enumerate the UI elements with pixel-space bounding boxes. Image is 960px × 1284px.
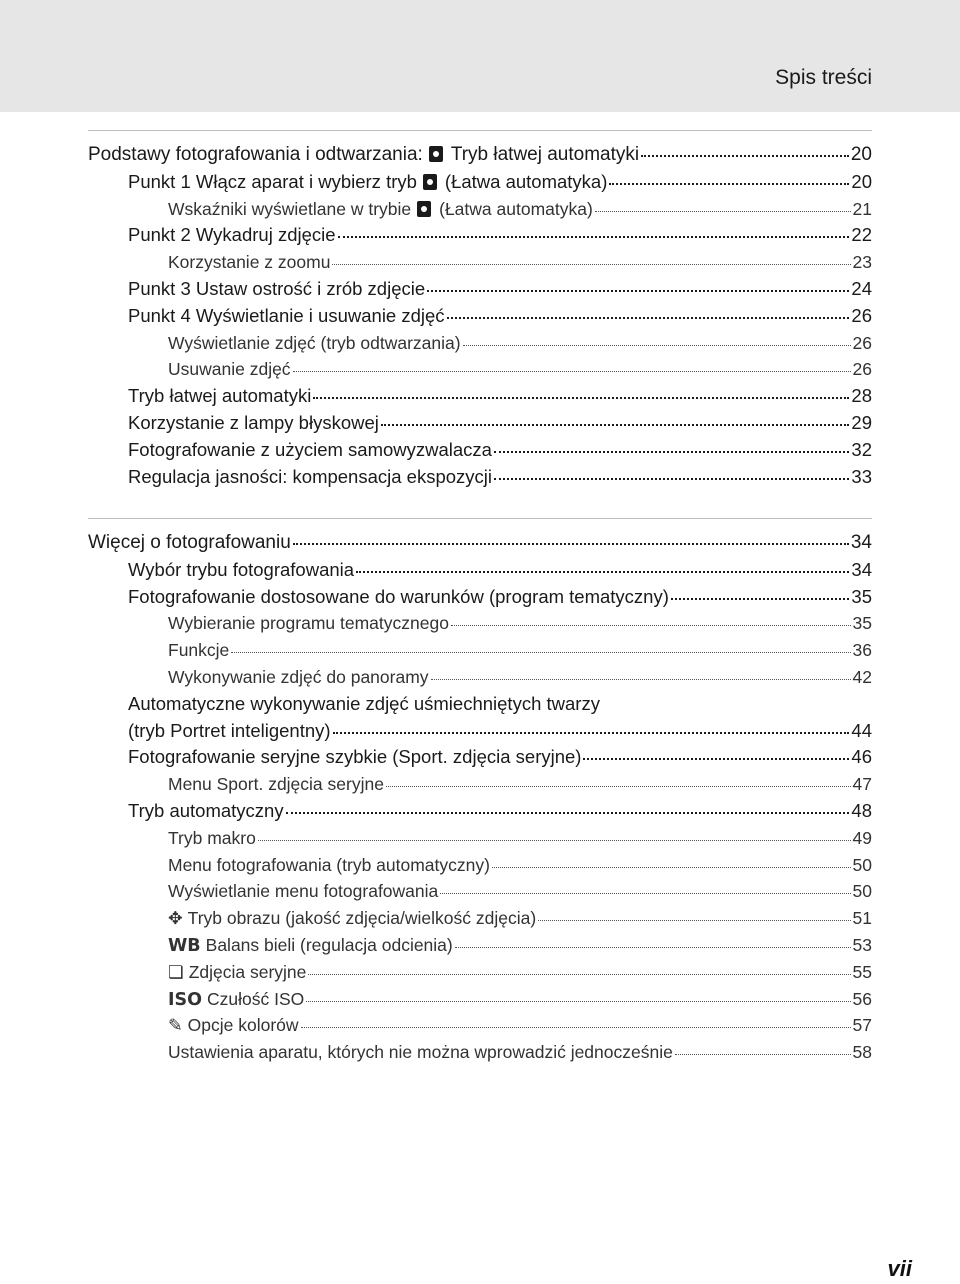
- toc-entry[interactable]: [88, 905, 872, 932]
- toc-entry[interactable]: [88, 1012, 872, 1039]
- toc-entry-page: 58: [852, 1042, 872, 1063]
- toc-entry-page: 26: [852, 332, 872, 353]
- color-options-icon: ✎: [168, 1016, 183, 1037]
- toc-entry[interactable]: [88, 771, 872, 798]
- dot-leader: [431, 679, 851, 680]
- image-mode-icon: ✥: [168, 909, 183, 930]
- toc-entry-label: Wyświetlanie zdjęć (tryb odtwarzania): [168, 332, 461, 353]
- dot-leader: [675, 1054, 851, 1055]
- toc-entry-label-group: [168, 905, 536, 933]
- toc-entry[interactable]: [88, 464, 872, 491]
- dot-leader: [671, 598, 850, 600]
- toc-entry-page: 36: [852, 640, 872, 661]
- toc-entry[interactable]: [88, 664, 872, 691]
- toc-entry[interactable]: [88, 744, 872, 771]
- toc-entry-page: 23: [852, 252, 872, 273]
- white-balance-icon: WB: [168, 935, 201, 956]
- toc-entry-page: 47: [852, 774, 872, 795]
- toc-entry[interactable]: [88, 718, 872, 745]
- toc-entry-label: Fotografowanie z użyciem samowyzwalacza: [128, 438, 492, 460]
- toc-entry-label: Menu Sport. zdjęcia seryjne: [168, 774, 384, 795]
- dot-leader: [313, 397, 849, 399]
- toc-entry-label-group: [168, 637, 229, 664]
- toc-entry-label: Zdjęcia seryjne: [188, 961, 307, 982]
- dot-leader: [451, 625, 851, 626]
- continuous-icon: ❏: [168, 962, 184, 983]
- toc-entry-page: 50: [852, 854, 872, 875]
- toc-entry-label-group: [168, 664, 429, 691]
- toc-entry-label-group: [128, 718, 331, 745]
- toc-entry-page: 50: [852, 881, 872, 902]
- toc-entry-page: 53: [852, 934, 872, 955]
- toc-entry-label-group: [128, 410, 379, 437]
- toc-entry-page: 46: [851, 746, 872, 768]
- toc-entry[interactable]: [88, 557, 872, 584]
- toc-entry-label-group: [128, 744, 581, 771]
- toc-entry-label: (Łatwa automatyka): [444, 170, 608, 192]
- dot-leader: [583, 758, 849, 760]
- toc-entry-label: (Łatwa automatyka): [439, 198, 593, 219]
- toc-entry-label: Menu fotografowania (tryb automatyczny): [168, 854, 490, 875]
- toc-entry[interactable]: [88, 356, 872, 383]
- toc-entry-label-group: [128, 557, 354, 584]
- dot-leader: [258, 840, 851, 841]
- toc-section-more-shooting: [88, 530, 872, 1066]
- toc-entry-label: Punkt 3 Ustaw ostrość i zrób zdjęcie: [128, 277, 426, 299]
- toc-entry-label: Więcej o fotografowaniu: [88, 532, 291, 553]
- toc-entry[interactable]: [88, 798, 872, 825]
- toc-entry-page: 33: [851, 465, 872, 487]
- toc-entry[interactable]: [88, 303, 872, 330]
- dot-leader: [538, 920, 850, 921]
- toc-entry[interactable]: [88, 959, 872, 986]
- toc-entry-label: Opcje kolorów: [187, 1015, 299, 1036]
- toc-entry[interactable]: [88, 196, 872, 223]
- easy-auto-icon: [423, 174, 437, 190]
- toc-entry-page: 28: [851, 385, 872, 407]
- toc-entry[interactable]: [88, 584, 872, 611]
- toc-entry-label: Automatyczne wykonywanie zdjęć uśmiechniętych twarzy: [128, 692, 600, 714]
- toc-entry-page: 34: [851, 558, 872, 580]
- toc-entry-page: 48: [851, 799, 872, 821]
- toc-entry-page: 35: [852, 613, 872, 634]
- toc-entry[interactable]: [88, 249, 872, 276]
- dot-leader: [463, 345, 851, 346]
- toc-entry-label: Korzystanie z lampy błyskowej: [128, 411, 379, 433]
- dot-leader: [447, 317, 850, 319]
- toc-entry-page: 56: [852, 988, 872, 1009]
- toc-section-basics: [88, 142, 872, 490]
- dot-leader: [231, 652, 850, 653]
- section-divider-2: [88, 518, 872, 519]
- toc-entry-label: Regulacja jasności: kompensacja ekspozycji: [128, 465, 493, 487]
- dot-leader: [609, 183, 849, 185]
- dot-leader: [492, 867, 851, 868]
- dot-leader: [332, 264, 850, 265]
- toc-entry-page: 34: [850, 532, 872, 553]
- toc-entry-page: 20: [850, 144, 872, 165]
- toc-entry-page: 51: [852, 908, 872, 929]
- toc-entry-label: Tryb łatwej automatyki: [450, 144, 640, 165]
- toc-entry-label-group: [168, 356, 291, 383]
- toc-entry[interactable]: [88, 330, 872, 357]
- toc-entry-label: Fotografowanie dostosowane do warunków (program tematyczny): [128, 585, 669, 607]
- dot-leader: [595, 211, 851, 212]
- toc-entry-label-group: [128, 276, 425, 303]
- dot-leader: [641, 155, 849, 157]
- toc-entry-label-group: [168, 932, 453, 960]
- toc-entry-label-group: [128, 303, 445, 330]
- toc-entry-label: (tryb Portret inteligentny): [128, 719, 331, 741]
- toc-entry-label-group: [168, 330, 461, 357]
- toc-entry-label-prefix: Podstawy fotografowania i odtwarzania:: [88, 144, 423, 165]
- dot-leader: [301, 1027, 851, 1028]
- dot-leader: [308, 974, 850, 975]
- dot-leader: [381, 424, 850, 426]
- toc-entry-label-group: [88, 142, 639, 169]
- toc-entry[interactable]: [88, 610, 872, 637]
- toc-entry-label: Wykonywanie zdjęć do panoramy: [168, 666, 429, 687]
- toc-entry[interactable]: [88, 142, 872, 169]
- toc-entry[interactable]: [88, 637, 872, 664]
- toc-entry[interactable]: [88, 1039, 872, 1066]
- dot-leader: [338, 236, 850, 238]
- toc-entry-line[interactable]: [88, 691, 872, 718]
- dot-leader: [386, 786, 851, 787]
- section-divider-1: [88, 130, 872, 131]
- toc-entry-label-group: [128, 798, 284, 825]
- toc-entry-label-group: [168, 959, 306, 987]
- toc-entry[interactable]: [88, 437, 872, 464]
- toc-entry-label-group: [168, 825, 256, 852]
- toc-entry-label-group: [168, 771, 384, 798]
- page-header-title: Spis treści: [775, 66, 872, 89]
- toc-entry-label: Wybór trybu fotografowania: [128, 558, 355, 580]
- toc-entry-label-group: [128, 437, 492, 464]
- toc-entry-page: 26: [852, 359, 872, 380]
- toc-entry-page: 29: [851, 411, 872, 433]
- easy-auto-icon: [429, 146, 443, 162]
- toc-entry-label-group: [168, 1039, 673, 1066]
- dot-leader: [356, 571, 849, 573]
- toc-entry-label-prefix: Wskaźniki wyświetlane w trybie: [168, 198, 412, 219]
- toc-entry-label: Punkt 4 Wyświetlanie i usuwanie zdjęć: [128, 304, 445, 326]
- toc-entry-label-group: [128, 222, 336, 249]
- dot-leader: [494, 478, 849, 480]
- toc-entry-page: 32: [851, 438, 872, 460]
- toc-entry[interactable]: [88, 222, 872, 249]
- toc-entry-label-group: [128, 383, 311, 410]
- dot-leader: [494, 451, 849, 453]
- toc-entry[interactable]: [88, 825, 872, 852]
- toc-entry-label: Czułość ISO: [207, 988, 305, 1009]
- toc-entry[interactable]: [88, 878, 872, 905]
- toc-entry-page: 21: [852, 198, 872, 219]
- toc-entry-label: Funkcje: [168, 640, 230, 661]
- toc-entry-label-group: [168, 852, 490, 879]
- toc-entry-page: 57: [852, 1015, 872, 1036]
- toc-entry[interactable]: [88, 383, 872, 410]
- toc-entry-label-group: [128, 464, 492, 491]
- header-band: [0, 0, 960, 112]
- toc-entry-label: Wyświetlanie menu fotografowania: [168, 881, 439, 902]
- toc-entry-label-prefix: Punkt 1 Włącz aparat i wybierz tryb: [128, 170, 417, 192]
- toc-entry-label: Ustawienia aparatu, których nie można wprowadzić jednocześnie: [168, 1042, 673, 1063]
- iso-icon: ISO: [168, 989, 202, 1010]
- toc-entry-page: 26: [851, 304, 872, 326]
- dot-leader: [427, 290, 849, 292]
- toc-entry-label: Wybieranie programu tematycznego: [168, 613, 449, 634]
- easy-auto-icon: [417, 201, 431, 217]
- toc-entry-page: 22: [851, 224, 872, 246]
- dot-leader: [293, 371, 851, 372]
- dot-leader: [333, 732, 850, 734]
- toc-entry-label-group: [88, 530, 291, 557]
- dot-leader: [286, 812, 850, 814]
- toc-entry-label: Tryb automatyczny: [128, 799, 284, 821]
- dot-leader: [293, 543, 849, 545]
- toc-entry[interactable]: [88, 852, 872, 879]
- toc-entry[interactable]: [88, 276, 872, 303]
- toc-entry-label-group: [168, 249, 330, 276]
- toc-entry[interactable]: [88, 986, 872, 1013]
- toc-entry-label: Tryb obrazu (jakość zdjęcia/wielkość zdjęcia): [187, 908, 537, 929]
- toc-entry[interactable]: [88, 410, 872, 437]
- dot-leader: [440, 893, 850, 894]
- dot-leader: [306, 1001, 850, 1002]
- toc-entry-page: 35: [851, 585, 872, 607]
- toc-entry-label-group: [168, 986, 304, 1014]
- toc-entry-label-group: [168, 1012, 299, 1040]
- toc-entry-label: Korzystanie z zoomu: [168, 252, 331, 273]
- toc-entry-page: 55: [852, 961, 872, 982]
- toc-entry-label-group: [128, 584, 669, 611]
- toc-entry-page: 20: [851, 170, 872, 192]
- toc-entry-label-group: [128, 169, 607, 196]
- toc-entry-label-group: [168, 196, 593, 223]
- toc-entry-label-group: [168, 878, 438, 905]
- page-number: vii: [887, 1256, 912, 1281]
- toc-entry-page: 49: [852, 827, 872, 848]
- toc-entry-label: Balans bieli (regulacja odcienia): [205, 934, 453, 955]
- toc-entry[interactable]: [88, 932, 872, 959]
- toc-entry-page: 44: [851, 719, 872, 741]
- toc-entry-label-group: [168, 610, 449, 637]
- toc-entry-page: 24: [851, 277, 872, 299]
- toc-entry[interactable]: [88, 169, 872, 196]
- dot-leader: [455, 947, 851, 948]
- toc-entry-page: 42: [852, 666, 872, 687]
- toc-entry-label: Usuwanie zdjęć: [168, 359, 291, 380]
- toc-entry-label: Tryb makro: [168, 827, 256, 848]
- toc-entry[interactable]: [88, 530, 872, 557]
- toc-entry-label: Fotografowanie seryjne szybkie (Sport. zdjęcia seryjne): [128, 746, 582, 768]
- toc-entry-label: Tryb łatwej automatyki: [128, 385, 312, 407]
- toc-entry-label: Punkt 2 Wykadruj zdjęcie: [128, 224, 336, 246]
